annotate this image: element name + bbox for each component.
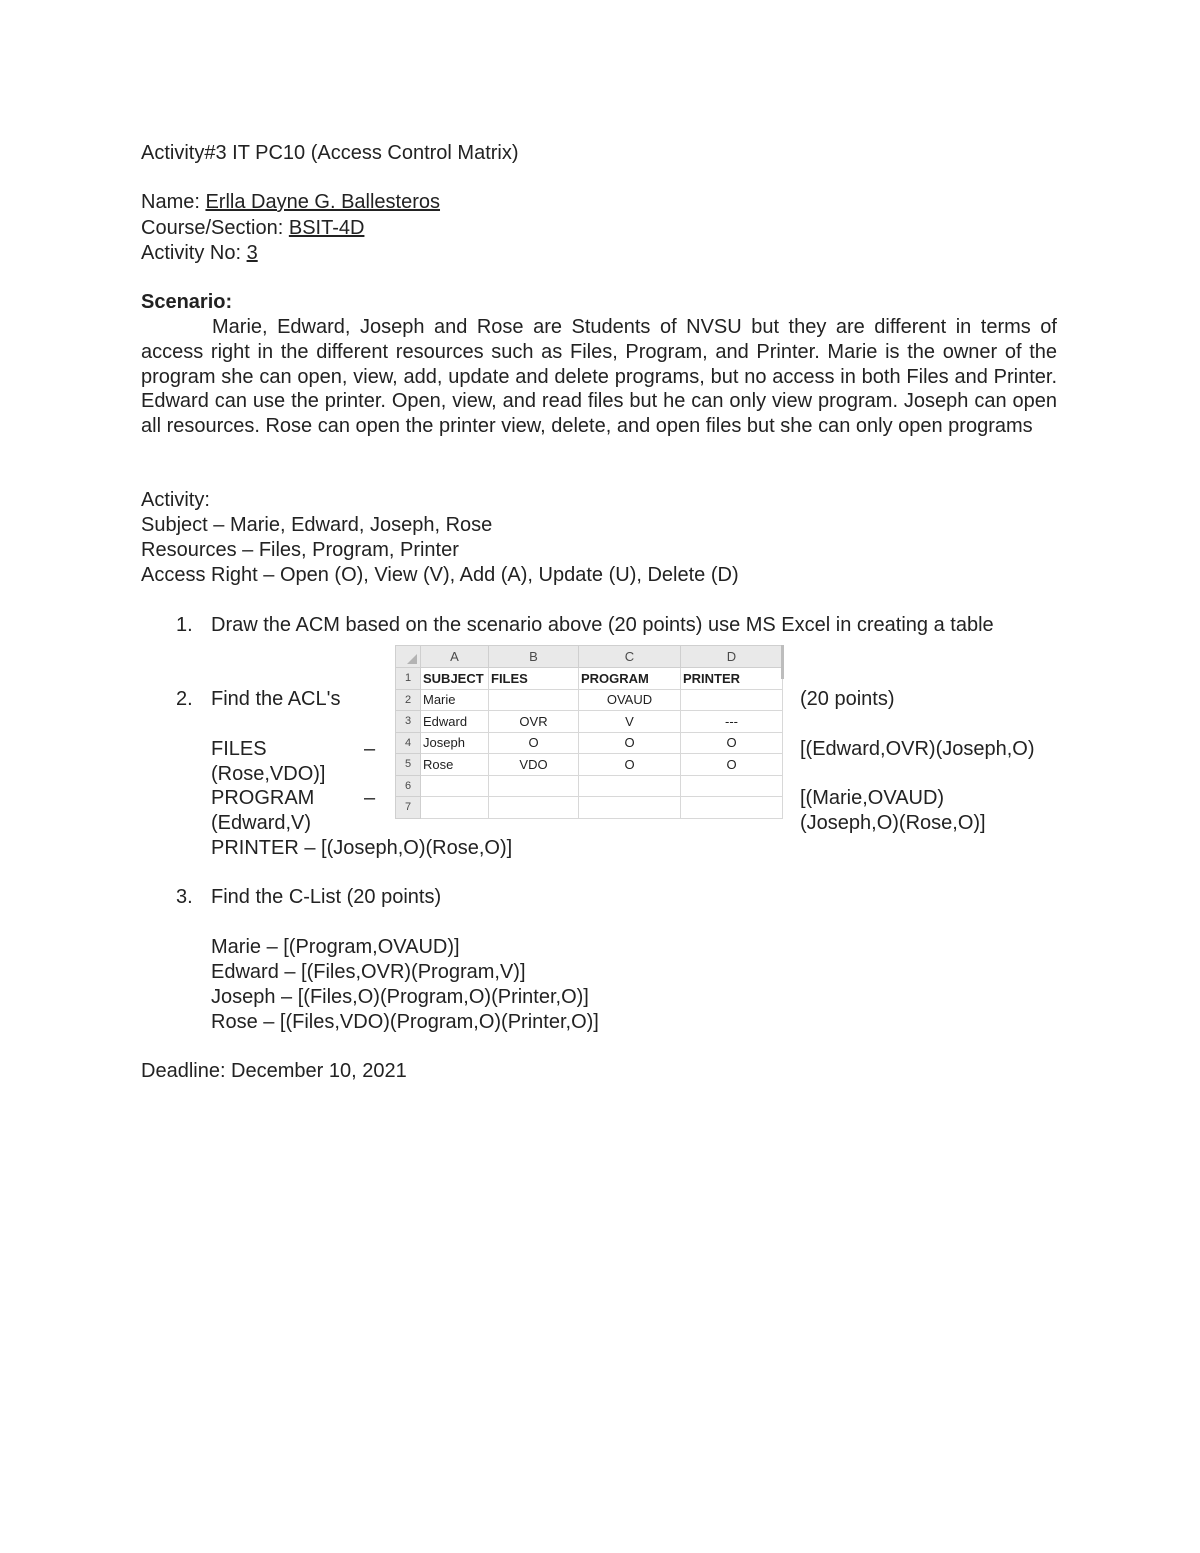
column-header-d: D [681,646,783,668]
header-cell-printer: PRINTER [681,668,783,690]
course-label: Course/Section: [141,217,289,239]
column-header-a: A [421,646,489,668]
clist-rose: Rose – [(Files,VDO)(Program,O)(Printer,O)] [211,1011,599,1033]
header-cell-files: FILES [489,668,579,690]
activity-no-label: Activity No: [141,242,247,264]
acl-program-label: PROGRAM [211,787,315,809]
acm-table [395,645,783,819]
item-number-1: 1. [176,614,193,636]
document-title: Activity#3 IT PC10 (Access Control Matrix) [141,142,519,164]
clist-joseph: Joseph – [(Files,O)(Program,O)(Printer,O)] [211,986,589,1008]
acl-files-dash: – [364,738,376,760]
row-number: 5 [396,754,421,776]
printer-cell: O [681,732,783,754]
row-number: 4 [396,732,421,754]
name-value: Erlla Dayne G. Ballesteros [205,191,441,213]
activity-resources: Resources – Files, Program, Printer [141,539,459,561]
empty-cell [681,797,783,819]
empty-cell [579,775,681,797]
sheet-edge [781,645,784,679]
scenario-body: Marie, Edward, Joseph and Rose are Students of NVSU but they are different in terms of access right in the different resources such as Files, Program, and Printer. Marie is the owner of the program she can open, view, add, update and delete programs, but no access in both Files and Printer. Edward can use the printer. Open, view, and read files but he can only view program. Joseph can open all resources. Rose can open the printer view, delete, and open files but she can only open programs [141,316,1057,438]
clist-marie: Marie – [(Program,OVAUD)] [211,936,460,958]
subject-cell: Edward [421,711,489,733]
empty-cell [579,797,681,819]
course-value: BSIT-4D [288,217,365,239]
row-number: 6 [396,775,421,797]
files-cell: OVR [489,711,579,733]
activity-heading: Activity: [141,489,210,511]
scenario-heading: Scenario: [141,291,233,313]
column-header-c: C [579,646,681,668]
printer-cell: --- [681,711,783,733]
printer-cell [681,689,783,711]
scenario-paragraph [141,315,1057,439]
row-number: 3 [396,711,421,733]
item-number-2: 2. [176,688,193,710]
acl-program-value: [(Marie,OVAUD) [800,787,945,809]
acl-program-continued: (Edward,V) [211,812,312,834]
question-2-points: (20 points) [800,688,895,710]
acm-spreadsheet-screenshot [395,645,782,825]
acl-printer: PRINTER – [(Joseph,O)(Rose,O)] [211,837,513,859]
header-cell-subject: SUBJECT [421,668,489,690]
program-cell: V [579,711,681,733]
program-cell: O [579,732,681,754]
subject-cell: Joseph [421,732,489,754]
acl-files-value: [(Edward,OVR)(Joseph,O) [800,738,1035,760]
files-cell: O [489,732,579,754]
table-row [396,775,783,797]
empty-cell [421,797,489,819]
activity-access-rights: Access Right – Open (O), View (V), Add (A), Update (U), Delete (D) [141,564,739,586]
column-header-row [396,646,783,668]
clist-edward: Edward – [(Files,OVR)(Program,V)] [211,961,526,983]
question-3: Find the C-List (20 points) [211,886,442,908]
activity-no-value: 3 [246,242,258,264]
table-row [396,732,783,754]
header-cell-program: PROGRAM [579,668,681,690]
row-number: 1 [396,668,421,690]
name-line [141,190,440,215]
subject-cell: Rose [421,754,489,776]
empty-cell [681,775,783,797]
acl-program-value-continued: (Joseph,O)(Rose,O)] [800,812,986,834]
column-header-b: B [489,646,579,668]
empty-cell [489,797,579,819]
deadline: Deadline: December 10, 2021 [141,1060,407,1082]
course-line [141,216,364,241]
table-row [396,754,783,776]
select-all-corner [396,646,421,668]
empty-cell [489,775,579,797]
activity-subject: Subject – Marie, Edward, Joseph, Rose [141,514,493,536]
program-cell: O [579,754,681,776]
name-label: Name: [141,191,206,213]
table-row [396,711,783,733]
program-cell: OVAUD [579,689,681,711]
table-row [396,689,783,711]
files-cell [489,689,579,711]
activity-no-line [141,241,258,266]
question-1: Draw the ACM based on the scenario above (20 points) use MS Excel in creating a table [211,614,994,636]
question-2: Find the ACL's [211,688,341,710]
subject-cell: Marie [421,689,489,711]
acl-files-label: FILES [211,738,267,760]
printer-cell: O [681,754,783,776]
row-number: 2 [396,689,421,711]
item-number-3: 3. [176,886,193,908]
empty-cell [421,775,489,797]
table-row [396,797,783,819]
acl-program-dash: – [364,787,376,809]
table-row [396,668,783,690]
files-cell: VDO [489,754,579,776]
acl-files-continued: (Rose,VDO)] [211,763,326,785]
row-number: 7 [396,797,421,819]
